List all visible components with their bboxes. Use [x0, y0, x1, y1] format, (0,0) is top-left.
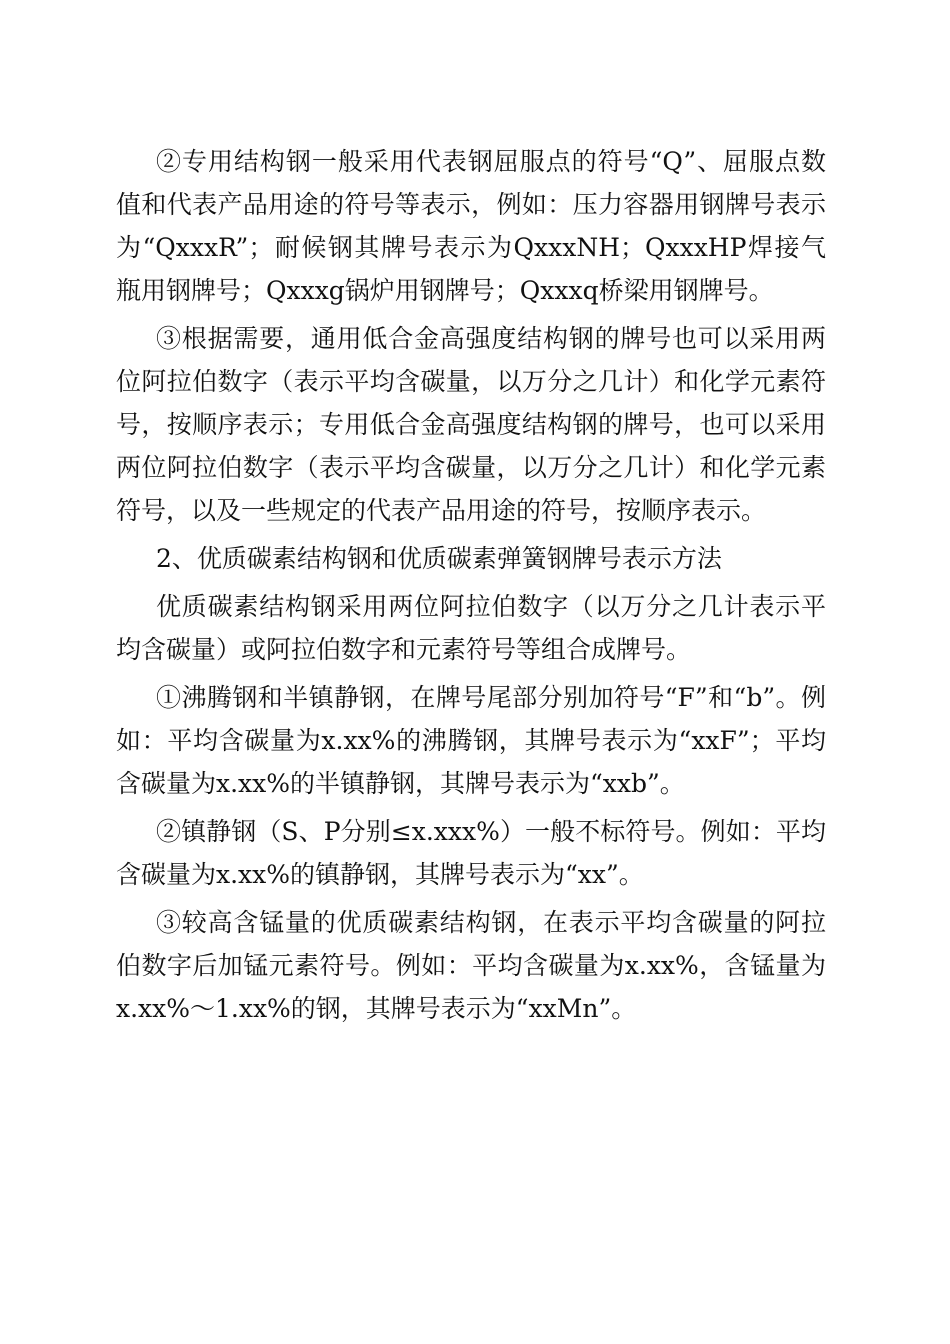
document-page: [116, 140, 826, 1035]
section-heading-quality-carbon-steel: 2、优质碳素结构钢和优质碳素弹簧钢牌号表示方法: [156, 544, 722, 573]
paragraph-quality-carbon-steel-intro: 优质碳素结构钢采用两位阿拉伯数字（以万分之几计表示平均含碳量）或阿拉伯数字和元素符号等组合成牌号。: [116, 592, 826, 664]
paragraph-rimmed-semikilled-steel: ①沸腾钢和半镇静钢，在牌号尾部分别加符号“F”和“b”。例如：平均含碳量为x.xx%的沸腾钢，其牌号表示为“xxF”；平均含碳量为x.xx%的半镇静钢，其牌号表示为“xxb”。: [116, 683, 826, 798]
paragraph-special-structural-steel: ②专用结构钢一般采用代表钢屈服点的符号“Q”、屈服点数值和代表产品用途的符号等表示，例如：压力容器用钢牌号表示为“QxxxR”；耐候钢其牌号表示为QxxxNH；QxxxHP焊接气瓶用钢牌号；Qxxxg锅炉用钢牌号；Qxxxq桥梁用钢牌号。: [116, 147, 826, 305]
paragraph-high-manganese-steel: ③较高含锰量的优质碳素结构钢，在表示平均含碳量的阿拉伯数字后加锰元素符号。例如：平均含碳量为x.xx%，含锰量为x.xx%～1.xx%的钢，其牌号表示为“xxMn”。: [116, 908, 826, 1023]
paragraph-low-alloy-grade-numbering: ③根据需要，通用低合金高强度结构钢的牌号也可以采用两位阿拉伯数字（表示平均含碳量，以万分之几计）和化学元素符号，按顺序表示；专用低合金高强度结构钢的牌号，也可以采用两位阿拉伯数字（表示平均含碳量，以万分之几计）和化学元素符号，以及一些规定的代表产品用途的符号，按顺序表示。: [116, 324, 826, 525]
paragraph-killed-steel: ②镇静钢（S、P分别≤x.xxx%）一般不标符号。例如：平均含碳量为x.xx%的镇静钢，其牌号表示为“xx”。: [116, 817, 826, 889]
